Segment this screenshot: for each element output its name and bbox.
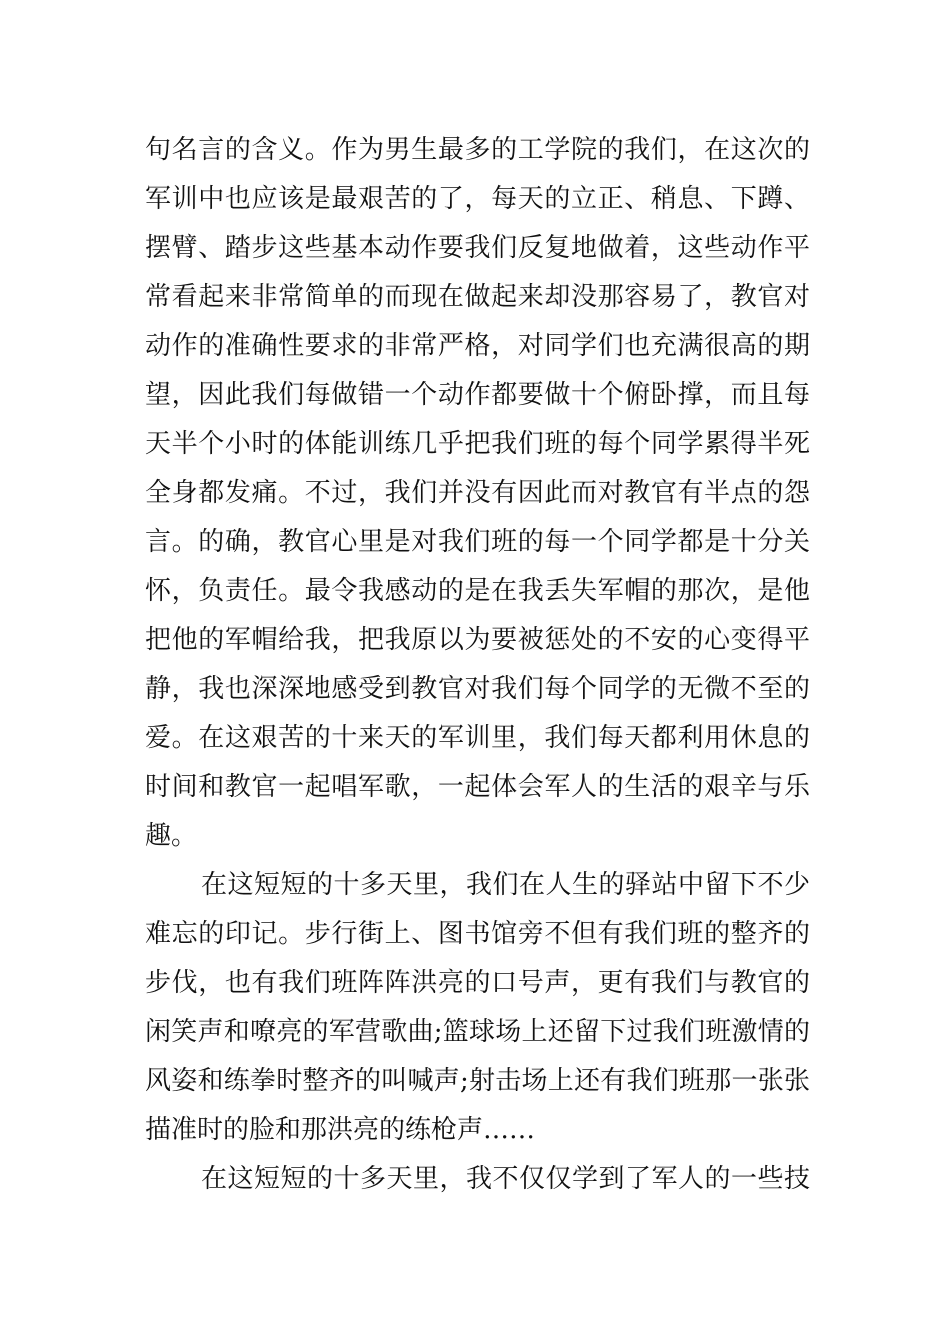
paragraph-1 — [145, 126, 810, 861]
text-line: 静，我也深深地感受到教官对我们每个同学的无微不至的 — [145, 674, 810, 704]
text-line: 常看起来非常简单的而现在做起来却没那容易了，教官对 — [145, 282, 810, 312]
text-line: 动作的准确性要求的非常严格，对同学们也充满很高的期 — [145, 331, 810, 361]
text-line: 摆臂、踏步这些基本动作要我们反复地做着，这些动作平 — [145, 233, 810, 263]
text-line: 难忘的印记。步行街上、图书馆旁不但有我们班的整齐的 — [145, 919, 810, 949]
text-line: 风姿和练拳时整齐的叫喊声;射击场上还有我们班那一张张 — [145, 1066, 810, 1096]
text-line: 步伐，也有我们班阵阵洪亮的口号声，更有我们与教官的 — [145, 968, 810, 998]
text-line: 天半个小时的体能训练几乎把我们班的每个同学累得半死 — [145, 429, 810, 459]
text-line: 望，因此我们每做错一个动作都要做十个俯卧撑，而且每 — [145, 380, 810, 410]
text-line: 怀，负责任。最令我感动的是在我丢失军帽的那次，是他 — [145, 576, 810, 606]
paragraph-2 — [145, 861, 810, 1155]
paragraph-3 — [145, 1155, 810, 1204]
text-line: 军训中也应该是最艰苦的了，每天的立正、稍息、下蹲、 — [145, 184, 810, 214]
body-text — [145, 126, 810, 1204]
text-line: 趣。 — [145, 821, 198, 851]
text-line: 把他的军帽给我，把我原以为要被惩处的不安的心变得平 — [145, 625, 810, 655]
text-line: 在这短短的十多天里，我们在人生的驿站中留下不少 — [201, 870, 810, 900]
text-line: 描准时的脸和那洪亮的练枪声…… — [145, 1115, 536, 1145]
text-line: 句名言的含义。作为男生最多的工学院的我们，在这次的 — [145, 135, 810, 165]
text-line: 在这短短的十多天里，我不仅仅学到了军人的一些技 — [201, 1164, 810, 1194]
text-line: 闲笑声和嘹亮的军营歌曲;篮球场上还留下过我们班激情的 — [145, 1017, 810, 1047]
text-line: 时间和教官一起唱军歌，一起体会军人的生活的艰辛与乐 — [145, 772, 810, 802]
text-line: 言。的确，教官心里是对我们班的每一个同学都是十分关 — [145, 527, 810, 557]
text-line: 全身都发痛。不过，我们并没有因此而对教官有半点的怨 — [145, 478, 810, 508]
text-line: 爱。在这艰苦的十来天的军训里，我们每天都利用休息的 — [145, 723, 810, 753]
